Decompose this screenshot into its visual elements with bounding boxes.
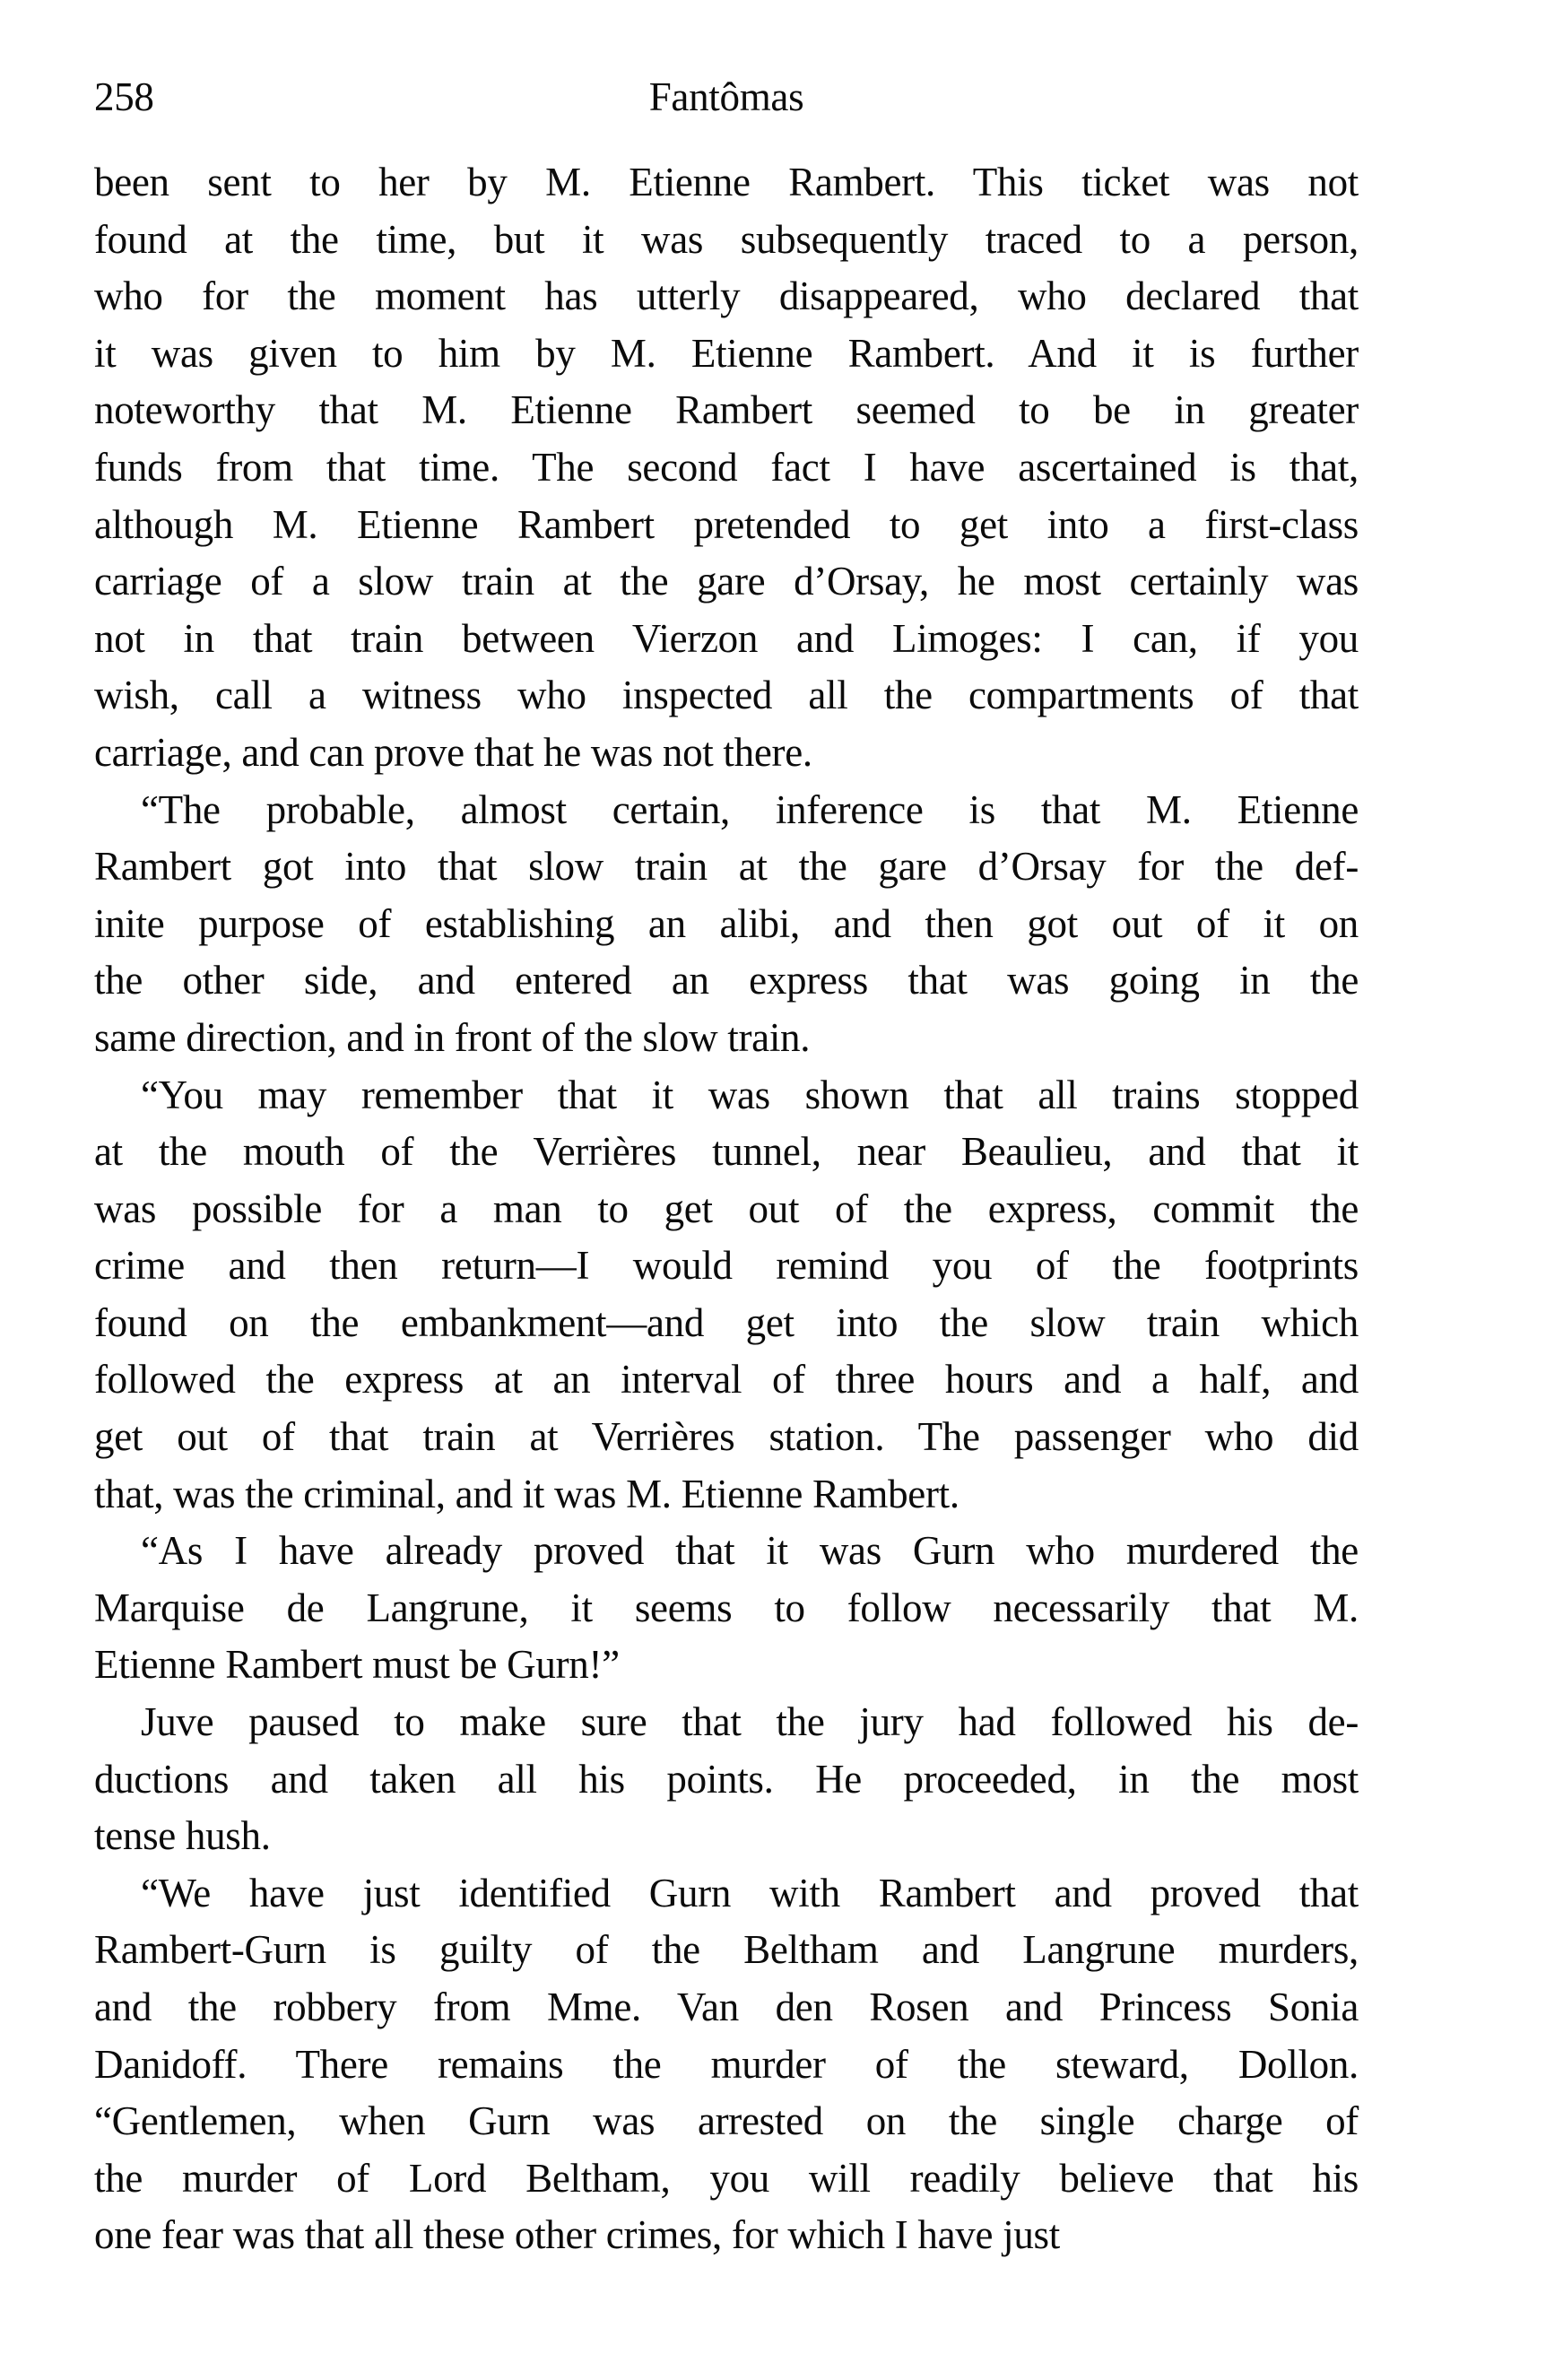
text-line: inite purpose of establishing an alibi, and then got out of it on [94,900,1359,946]
page-body [94,154,1359,2264]
text-line: found on the embankment—and get into the slow train which [94,1299,1359,1345]
text-line: although M. Etienne Rambert pretended to get into a first-class [94,501,1359,547]
text-line: followed the express at an interval of three hours and a half, and [94,1357,1359,1403]
text-line: “We have just identified Gurn with Rambert and proved that [141,1870,1359,1915]
text-line: “The probable, almost certain, inference is that M. Etienne [141,786,1359,832]
text-line: tense hush. [94,1813,271,1859]
text-line: Danidoff. There remains the murder of the steward, Dollon. [94,2041,1359,2087]
text-line: Rambert-Gurn is guilty of the Beltham and Langrune murders, [94,1927,1359,1973]
text-line: and the robbery from Mme. Van den Rosen and Princess Sonia [94,1985,1359,2029]
text-line: crime and then return—I would remind you of the footprints [94,1243,1359,1289]
text-line: Rambert got into that slow train at the gare d’Orsay for the def- [94,844,1359,890]
text-line: it was given to him by M. Etienne Rambert. And it is further [94,330,1359,376]
text-line: Etienne Rambert must be Gurn!” [94,1642,620,1688]
text-line: the murder of Lord Beltham, you will readily believe that his [94,2155,1359,2201]
running-title: Fantômas [648,74,804,119]
paragraph [94,1694,1359,1865]
text-line: carriage of a slow train at the gare d’Orsay, he most certainly was [94,559,1359,604]
paragraph [94,1067,1359,1524]
text-line: Juve paused to make sure that the jury had followed his de- [141,1699,1359,1745]
text-line: the other side, and entered an express that was going in the [94,958,1359,1003]
text-line: noteworthy that M. Etienne Rambert seemed to be in greater [94,387,1359,433]
text-line: been sent to her by M. Etienne Rambert. This ticket was not [94,160,1359,204]
text-line: carriage, and can prove that he was not there. [94,729,812,775]
text-line: Marquise de Langrune, it seems to follow necessarily that M. [94,1585,1359,1630]
text-line: at the mouth of the Verrières tunnel, near Beaulieu, and that it [94,1129,1359,1175]
running-header [94,74,1359,131]
text-line: get out of that train at Verrières station. The passenger who did [94,1414,1359,1460]
text-line: one fear was that all these other crimes, for which I have just [94,2212,1060,2258]
text-line: was possible for a man to get out of the express, commit the [94,1186,1359,1231]
paragraph [94,1523,1359,1694]
text-line: wish, call a witness who inspected all the compartments of that [94,673,1359,718]
text-line: not in that train between Vierzon and Limoges: I can, if you [94,615,1359,661]
text-line: funds from that time. The second fact I have ascertained is that, [94,444,1359,490]
text-line: that, was the criminal, and it was M. Etienne Rambert. [94,1471,960,1516]
text-line: “You may remember that it was shown that all trains stopped [141,1072,1359,1117]
text-line: “As I have already proved that it was Gurn who murdered the [141,1528,1359,1574]
text-line: ductions and taken all his points. He proceeded, in the most [94,1756,1359,1802]
paragraph [94,782,1359,1067]
text-line: who for the moment has utterly disappeared, who declared that [94,274,1359,319]
paragraph [94,1865,1359,2264]
paragraph [94,154,1359,782]
page-number: 258 [94,74,154,119]
text-line: same direction, and in front of the slow train. [94,1014,811,1060]
text-line: found at the time, but it was subsequently traced to a person, [94,216,1359,262]
text-line: “Gentlemen, when Gurn was arrested on the single charge of [94,2098,1359,2144]
